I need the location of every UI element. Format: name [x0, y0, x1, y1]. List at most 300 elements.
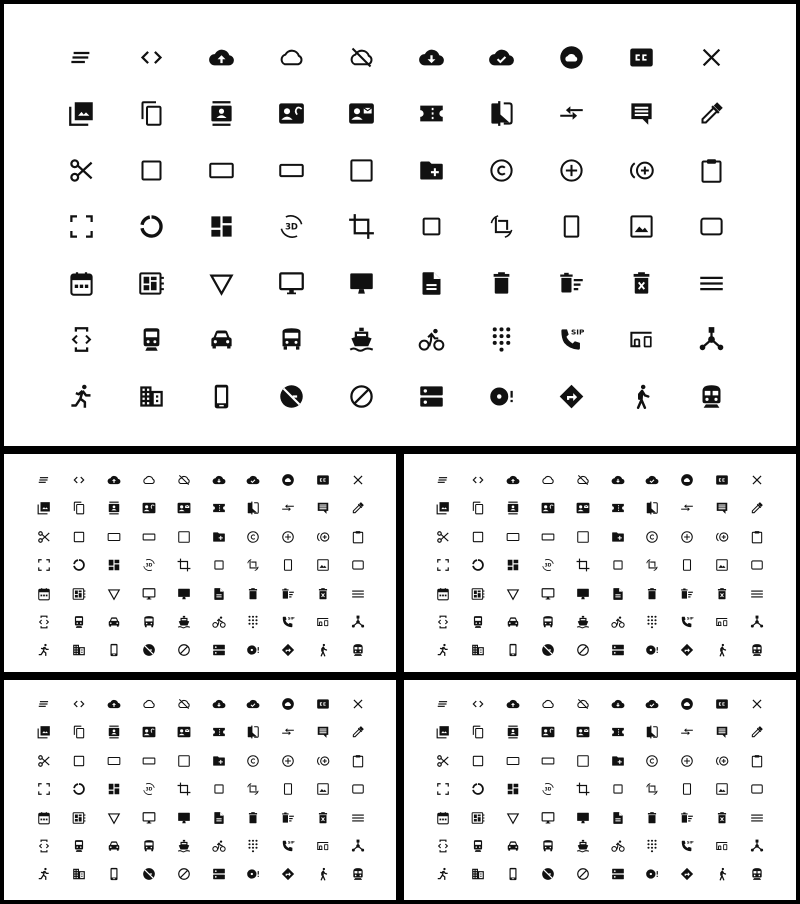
dialpad-icon — [246, 839, 260, 853]
crop-square-small-icon — [212, 782, 226, 796]
delete-sweep-icon — [680, 811, 694, 825]
directions-icon — [680, 643, 694, 657]
cloud-download-icon — [611, 697, 625, 711]
desktop-windows-icon — [541, 811, 555, 825]
crop-din-icon — [576, 530, 590, 544]
directions-car-icon — [107, 839, 121, 853]
content-copy-icon — [72, 725, 86, 739]
directions-railway-icon — [72, 615, 86, 629]
desktop-windows-icon — [142, 811, 156, 825]
collections-icon — [37, 725, 51, 739]
3d-rotation-icon — [278, 213, 305, 240]
crop-square-icon — [471, 530, 485, 544]
code-icon — [471, 697, 485, 711]
copyright-icon — [645, 530, 659, 544]
date-range-icon — [436, 587, 450, 601]
directions-railway-icon — [138, 326, 165, 353]
dns-icon — [418, 383, 445, 410]
cloud-done-icon — [246, 473, 260, 487]
directions-run-icon — [68, 383, 95, 410]
cloud-done-icon — [645, 473, 659, 487]
copyright-icon — [246, 530, 260, 544]
directions-subway-icon — [698, 383, 725, 410]
svg-text:3D: 3D — [284, 221, 298, 232]
dehaze-icon — [351, 587, 365, 601]
crop-portrait-icon — [680, 782, 694, 796]
content-paste-icon — [750, 530, 764, 544]
content-cut-icon — [436, 530, 450, 544]
compare-icon — [488, 100, 515, 127]
directions-railway-icon — [471, 839, 485, 853]
copyright-icon — [246, 754, 260, 768]
directions-car-icon — [208, 326, 235, 353]
domain-icon — [138, 383, 165, 410]
copyright-icon — [488, 157, 515, 184]
devices-other-icon — [715, 615, 729, 629]
cloud-upload-icon — [208, 44, 235, 71]
crop-landscape-icon — [208, 157, 235, 184]
dialer-sip-icon — [281, 839, 295, 853]
crop-landscape-small-icon — [750, 782, 764, 796]
developer-mode-icon — [436, 615, 450, 629]
delete-forever-icon — [715, 587, 729, 601]
content-paste-icon — [351, 530, 365, 544]
directions-boat-icon — [576, 839, 590, 853]
svg-text:SIP: SIP — [288, 839, 295, 845]
dehaze-icon — [750, 811, 764, 825]
crop-wide-icon — [142, 754, 156, 768]
directions-run-icon — [436, 867, 450, 881]
content-cut-icon — [37, 754, 51, 768]
contact-mail-icon — [142, 501, 156, 515]
svg-text:3D: 3D — [544, 563, 552, 569]
cloud-done-icon — [246, 697, 260, 711]
desktop-mac-icon — [177, 587, 191, 601]
contact-mail-icon — [541, 501, 555, 515]
dehaze-icon — [698, 270, 725, 297]
contact-mail-icon — [278, 100, 305, 127]
crop-square-small-icon — [418, 213, 445, 240]
directions-boat-icon — [348, 326, 375, 353]
crop-free-icon — [68, 213, 95, 240]
details-icon — [107, 587, 121, 601]
short-text-icon — [436, 697, 450, 711]
date-range-icon — [68, 270, 95, 297]
comment-icon — [628, 100, 655, 127]
crop-rotate-icon — [246, 782, 260, 796]
domain-icon — [72, 643, 86, 657]
developer-mode-icon — [37, 839, 51, 853]
content-cut-icon — [37, 530, 51, 544]
devices-other-icon — [316, 615, 330, 629]
description-icon — [418, 270, 445, 297]
crop-icon — [177, 782, 191, 796]
directions-railway-icon — [72, 839, 86, 853]
description-icon — [212, 587, 226, 601]
delete-sweep-icon — [281, 587, 295, 601]
colorize-icon — [750, 725, 764, 739]
short-text-icon — [436, 473, 450, 487]
collections-icon — [37, 501, 51, 515]
device-hub-icon — [750, 839, 764, 853]
control-point-icon — [680, 754, 694, 768]
directions-bus-icon — [541, 615, 555, 629]
cloud-circle-icon — [680, 697, 694, 711]
copyright-icon — [645, 754, 659, 768]
dialer-sip-icon — [558, 326, 585, 353]
colorize-icon — [750, 501, 764, 515]
crop-rotate-icon — [246, 558, 260, 572]
3d-rotation-icon — [142, 782, 156, 796]
content-copy-icon — [72, 501, 86, 515]
dns-icon — [611, 643, 625, 657]
short-text-icon — [37, 697, 51, 711]
directions-icon — [281, 643, 295, 657]
developer-mode-icon — [68, 326, 95, 353]
collections-icon — [436, 725, 450, 739]
crop-portrait-icon — [680, 558, 694, 572]
control-point-icon — [281, 530, 295, 544]
cloud-outline-icon — [541, 697, 555, 711]
content-cut-icon — [68, 157, 95, 184]
content-copy-icon — [138, 100, 165, 127]
contact-mail-icon — [541, 725, 555, 739]
cloud-circle-icon — [281, 697, 295, 711]
device-hub-icon — [698, 326, 725, 353]
contacts-icon — [506, 725, 520, 739]
directions-walk-icon — [316, 867, 330, 881]
details-icon — [107, 811, 121, 825]
crop-original-icon — [715, 782, 729, 796]
close-icon — [351, 697, 365, 711]
code-icon — [138, 44, 165, 71]
create-new-folder-icon — [611, 754, 625, 768]
cloud-circle-icon — [558, 44, 585, 71]
developer-board-icon — [471, 587, 485, 601]
date-range-icon — [436, 811, 450, 825]
delete-icon — [488, 270, 515, 297]
crop-icon — [177, 558, 191, 572]
create-new-folder-icon — [212, 754, 226, 768]
do-not-disturb-icon — [576, 867, 590, 881]
closed-caption-icon — [628, 44, 655, 71]
directions-subway-icon — [750, 867, 764, 881]
crop-landscape-small-icon — [351, 558, 365, 572]
directions-run-icon — [37, 643, 51, 657]
developer-board-icon — [72, 811, 86, 825]
crop-rotate-icon — [488, 213, 515, 240]
control-point-duplicate-icon — [715, 530, 729, 544]
crop-free-icon — [37, 558, 51, 572]
compare-arrows-icon — [680, 725, 694, 739]
do-not-disturb-icon — [576, 643, 590, 657]
crop-square-small-icon — [212, 558, 226, 572]
crop-landscape-icon — [506, 754, 520, 768]
directions-bike-icon — [611, 839, 625, 853]
data-usage-icon — [471, 558, 485, 572]
crop-icon — [348, 213, 375, 240]
3d-rotation-icon — [142, 558, 156, 572]
directions-icon — [680, 867, 694, 881]
disc-full-icon — [645, 643, 659, 657]
control-point-duplicate-icon — [715, 754, 729, 768]
delete-forever-icon — [628, 270, 655, 297]
dns-icon — [212, 643, 226, 657]
3d-rotation-icon — [541, 782, 555, 796]
crop-free-icon — [436, 558, 450, 572]
closed-caption-icon — [715, 697, 729, 711]
crop-square-small-icon — [611, 558, 625, 572]
crop-square-icon — [72, 530, 86, 544]
cloud-off-icon — [177, 697, 191, 711]
dialpad-icon — [246, 615, 260, 629]
disc-full-icon — [246, 867, 260, 881]
dialpad-icon — [488, 326, 515, 353]
cloud-download-icon — [212, 697, 226, 711]
directions-subway-icon — [750, 643, 764, 657]
dialpad-icon — [645, 839, 659, 853]
directions-bus-icon — [541, 839, 555, 853]
delete-icon — [645, 811, 659, 825]
confirmation-number-icon — [611, 725, 625, 739]
developer-board-icon — [138, 270, 165, 297]
data-usage-icon — [471, 782, 485, 796]
desktop-mac-icon — [576, 587, 590, 601]
dialpad-icon — [645, 615, 659, 629]
crop-portrait-icon — [558, 213, 585, 240]
crop-landscape-icon — [107, 530, 121, 544]
details-icon — [506, 587, 520, 601]
crop-portrait-icon — [281, 558, 295, 572]
crop-din-icon — [177, 754, 191, 768]
compare-icon — [246, 725, 260, 739]
directions-bus-icon — [142, 615, 156, 629]
directions-subway-icon — [351, 867, 365, 881]
dashboard-icon — [208, 213, 235, 240]
icon-sheet-small-bottom-right — [404, 680, 796, 900]
device-hub-icon — [750, 615, 764, 629]
date-range-icon — [37, 811, 51, 825]
desktop-windows-icon — [142, 587, 156, 601]
cloud-off-icon — [576, 697, 590, 711]
dashboard-icon — [506, 782, 520, 796]
content-paste-icon — [750, 754, 764, 768]
control-point-icon — [558, 157, 585, 184]
compare-arrows-icon — [281, 501, 295, 515]
crop-original-icon — [316, 782, 330, 796]
contact-card-icon — [576, 501, 590, 515]
svg-text:3D: 3D — [145, 563, 153, 569]
crop-landscape-small-icon — [750, 558, 764, 572]
compare-arrows-icon — [281, 725, 295, 739]
details-icon — [506, 811, 520, 825]
crop-square-icon — [138, 157, 165, 184]
code-icon — [72, 697, 86, 711]
directions-car-icon — [506, 839, 520, 853]
compare-arrows-icon — [680, 501, 694, 515]
do-not-disturb-icon — [348, 383, 375, 410]
comment-icon — [316, 501, 330, 515]
crop-landscape-icon — [107, 754, 121, 768]
colorize-icon — [351, 501, 365, 515]
delete-icon — [246, 811, 260, 825]
crop-original-icon — [316, 558, 330, 572]
contacts-icon — [107, 725, 121, 739]
content-cut-icon — [436, 754, 450, 768]
directions-bike-icon — [418, 326, 445, 353]
cloud-download-icon — [212, 473, 226, 487]
crop-din-icon — [177, 530, 191, 544]
description-icon — [611, 811, 625, 825]
crop-portrait-icon — [281, 782, 295, 796]
control-point-duplicate-icon — [316, 530, 330, 544]
domain-icon — [471, 867, 485, 881]
short-text-icon — [68, 44, 95, 71]
crop-landscape-small-icon — [351, 782, 365, 796]
create-new-folder-icon — [212, 530, 226, 544]
control-point-duplicate-icon — [316, 754, 330, 768]
short-text-icon — [37, 473, 51, 487]
cloud-outline-icon — [278, 44, 305, 71]
confirmation-number-icon — [418, 100, 445, 127]
content-paste-icon — [351, 754, 365, 768]
delete-sweep-icon — [680, 587, 694, 601]
closed-caption-icon — [715, 473, 729, 487]
delete-forever-icon — [316, 587, 330, 601]
dehaze-icon — [351, 811, 365, 825]
cloud-download-icon — [611, 473, 625, 487]
delete-forever-icon — [316, 811, 330, 825]
developer-board-icon — [471, 811, 485, 825]
cloud-off-icon — [177, 473, 191, 487]
collections-icon — [68, 100, 95, 127]
closed-caption-icon — [316, 473, 330, 487]
cloud-upload-icon — [506, 697, 520, 711]
code-icon — [471, 473, 485, 487]
data-usage-icon — [138, 213, 165, 240]
icon-sheet-large — [4, 4, 796, 446]
directions-run-icon — [37, 867, 51, 881]
content-copy-icon — [471, 501, 485, 515]
crop-din-icon — [348, 157, 375, 184]
dashboard-icon — [107, 782, 121, 796]
colorize-icon — [698, 100, 725, 127]
crop-original-icon — [715, 558, 729, 572]
svg-text:SIP: SIP — [687, 615, 694, 621]
icon-sheet-small-top-right — [404, 454, 796, 672]
cloud-done-icon — [645, 697, 659, 711]
directions-railway-icon — [471, 615, 485, 629]
delete-sweep-icon — [281, 811, 295, 825]
directions-walk-icon — [316, 643, 330, 657]
confirmation-number-icon — [212, 725, 226, 739]
colorize-icon — [351, 725, 365, 739]
crop-din-icon — [576, 754, 590, 768]
dialer-sip-icon — [680, 839, 694, 853]
contact-card-icon — [348, 100, 375, 127]
directions-bus-icon — [142, 839, 156, 853]
data-usage-icon — [72, 558, 86, 572]
svg-text:SIP: SIP — [288, 615, 295, 621]
cloud-off-icon — [348, 44, 375, 71]
delete-icon — [246, 587, 260, 601]
do-not-disturb-icon — [177, 867, 191, 881]
directions-boat-icon — [177, 615, 191, 629]
directions-bike-icon — [212, 615, 226, 629]
contacts-icon — [208, 100, 235, 127]
cloud-upload-icon — [506, 473, 520, 487]
crop-rotate-icon — [645, 782, 659, 796]
directions-subway-icon — [351, 643, 365, 657]
phone-android-icon — [107, 867, 121, 881]
directions-walk-icon — [715, 867, 729, 881]
svg-text:3D: 3D — [145, 787, 153, 793]
do-not-disturb-off-icon — [142, 643, 156, 657]
device-hub-icon — [351, 839, 365, 853]
disc-full-icon — [488, 383, 515, 410]
dialer-sip-icon — [281, 615, 295, 629]
crop-original-icon — [628, 213, 655, 240]
data-usage-icon — [72, 782, 86, 796]
close-icon — [698, 44, 725, 71]
cloud-off-icon — [576, 473, 590, 487]
disc-full-icon — [246, 643, 260, 657]
collections-icon — [436, 501, 450, 515]
comment-icon — [715, 725, 729, 739]
desktop-windows-icon — [278, 270, 305, 297]
desktop-mac-icon — [348, 270, 375, 297]
crop-square-small-icon — [611, 782, 625, 796]
directions-car-icon — [506, 615, 520, 629]
crop-wide-icon — [541, 754, 555, 768]
cloud-download-icon — [418, 44, 445, 71]
contacts-icon — [506, 501, 520, 515]
content-copy-icon — [471, 725, 485, 739]
cloud-upload-icon — [107, 697, 121, 711]
svg-text:SIP: SIP — [687, 839, 694, 845]
crop-wide-icon — [142, 530, 156, 544]
svg-text:SIP: SIP — [571, 327, 585, 337]
device-hub-icon — [351, 615, 365, 629]
control-point-icon — [680, 530, 694, 544]
3d-rotation-icon — [541, 558, 555, 572]
phone-android-icon — [506, 643, 520, 657]
icon-sheet-small-top-left — [4, 454, 396, 672]
do-not-disturb-off-icon — [541, 867, 555, 881]
cloud-outline-icon — [142, 697, 156, 711]
content-paste-icon — [698, 157, 725, 184]
developer-mode-icon — [37, 615, 51, 629]
comment-icon — [316, 725, 330, 739]
crop-square-icon — [72, 754, 86, 768]
directions-boat-icon — [576, 615, 590, 629]
domain-icon — [471, 643, 485, 657]
do-not-disturb-icon — [177, 643, 191, 657]
cloud-done-icon — [488, 44, 515, 71]
devices-other-icon — [316, 839, 330, 853]
description-icon — [611, 587, 625, 601]
contact-card-icon — [576, 725, 590, 739]
do-not-disturb-off-icon — [541, 643, 555, 657]
contact-card-icon — [177, 725, 191, 739]
description-icon — [212, 811, 226, 825]
disc-full-icon — [645, 867, 659, 881]
do-not-disturb-off-icon — [278, 383, 305, 410]
directions-walk-icon — [628, 383, 655, 410]
dialer-sip-icon — [680, 615, 694, 629]
cloud-circle-icon — [281, 473, 295, 487]
contact-card-icon — [177, 501, 191, 515]
